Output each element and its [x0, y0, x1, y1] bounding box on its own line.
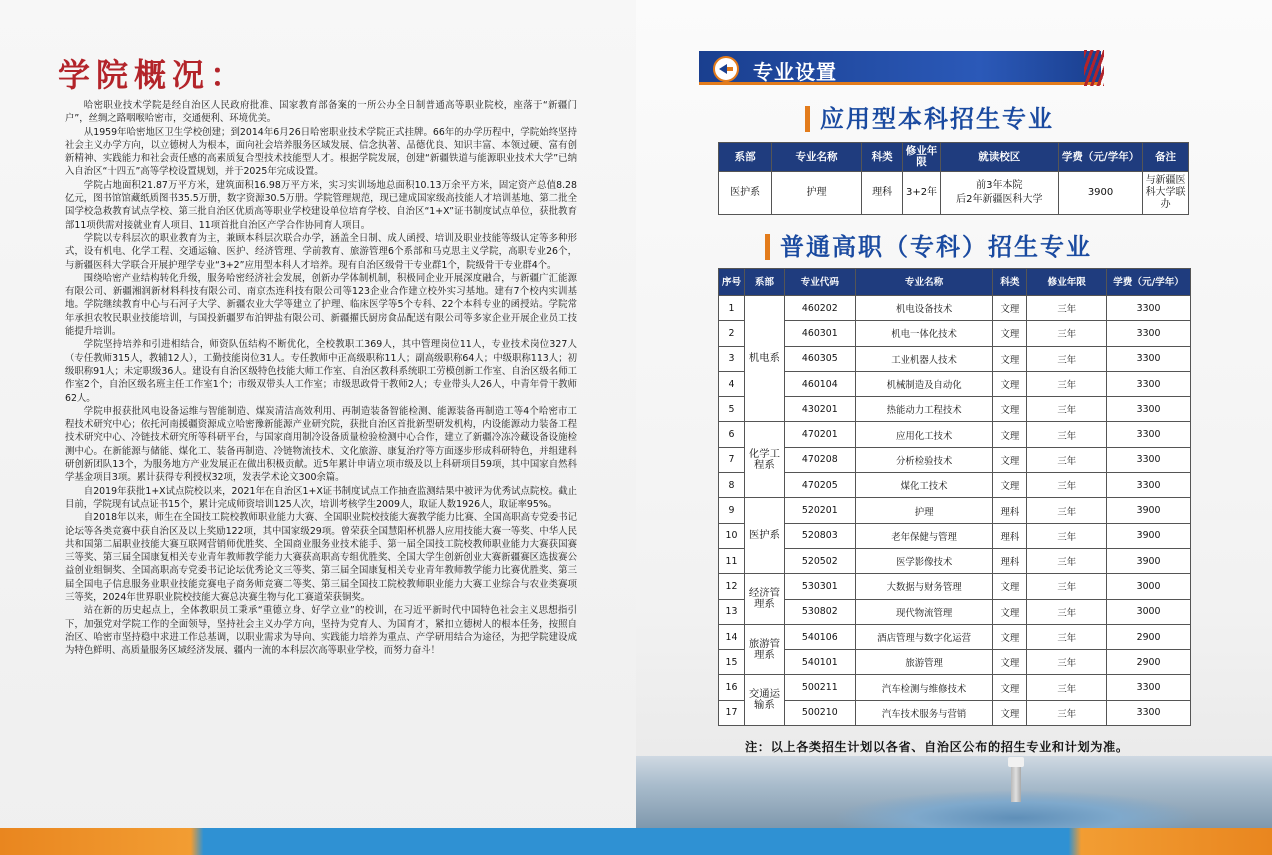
table-row [719, 172, 1189, 215]
cell-fee: 3300 [1107, 447, 1191, 472]
cell-fee: 3300 [1107, 371, 1191, 396]
intro-paragraph: 哈密职业技术学院是经自治区人民政府批准、国家教育部备案的一所公办全日制普通高等职业院校，座落于“新疆门户”，丝绸之路咽喉哈密市，交通便利、环境优美。 [65, 100, 577, 125]
cell-fee: 3900 [1107, 523, 1191, 548]
table-row [719, 675, 1191, 700]
cell-code: 520201 [784, 498, 855, 523]
cell-code: 430201 [784, 397, 855, 422]
cell-years: 三年 [1027, 321, 1107, 346]
cell-fee: 3300 [1107, 321, 1191, 346]
table-header-row [719, 269, 1191, 296]
cell-campus [940, 172, 1058, 215]
cell-no: 16 [719, 675, 745, 700]
cell-fee: 2900 [1107, 624, 1191, 649]
cell-major: 护理 [772, 172, 862, 215]
cell-category: 文理 [993, 371, 1027, 396]
cell-fee: 3300 [1107, 473, 1191, 498]
cell-years: 三年 [1027, 422, 1107, 447]
cell-years: 三年 [1027, 675, 1107, 700]
cell-code: 500211 [784, 675, 855, 700]
cell-major: 汽车技术服务与营销 [855, 700, 993, 725]
cell-major: 机电一体化技术 [855, 321, 993, 346]
cell-fee: 3300 [1107, 422, 1191, 447]
cell-major: 分析检验技术 [855, 447, 993, 472]
table-row [719, 346, 1191, 371]
solar-field-photo [636, 756, 1272, 828]
cell-category: 文理 [993, 422, 1027, 447]
cell-fee: 3300 [1107, 700, 1191, 725]
cell-dept: 化学工程系 [744, 422, 784, 498]
cell-fee: 3300 [1107, 675, 1191, 700]
cell-category: 文理 [993, 599, 1027, 624]
cell-major: 热能动力工程技术 [855, 397, 993, 422]
cell-years: 三年 [1027, 574, 1107, 599]
cell-years: 三年 [1027, 599, 1107, 624]
cell-category: 理科 [993, 498, 1027, 523]
cell-major: 老年保健与管理 [855, 523, 993, 548]
cell-major: 汽车检测与维修技术 [855, 675, 993, 700]
cell-dept: 医护系 [719, 172, 772, 215]
vocational-heading: 普通高职（专科）招生专业 [765, 234, 1092, 260]
cell-dept: 交通运输系 [744, 675, 784, 726]
intro-paragraph: 学院以专科层次的职业教育为主，兼顾本科层次联合办学，涵盖全日制、成人函授、培训及职业技能等级认定等多种形式，设有机电、化学工程、交通运输、医护、经济管理、学前教育、旅游管理6个系部和马克思主义学院，高职专业26个，与新疆医科大学联合开展护理学专业“3+2”应用型本科人才培养。现有自治区级骨干专业群1个，院级骨干专业群4个。 [65, 232, 577, 271]
table-row [719, 296, 1191, 321]
column-header: 序号 [719, 269, 745, 296]
cell-dept: 经济管理系 [744, 574, 784, 625]
cell-code: 540106 [784, 624, 855, 649]
table-row [719, 397, 1191, 422]
column-header: 修业年限 [1027, 269, 1107, 296]
intro-paragraph: 围绕哈密产业结构转化升级，服务哈密经济社会发展，创新办学体制机制，积极同企业开展深度融合，与新疆广汇能源有限公司、新疆湘润新材料科技有限公司、南京杰连科技有限公司等123企业合作建立校外实习基地。建有7个校内实训基地。学院继续教育中心与石河子大学、新疆农业大学等建立了护理、临床医学等5个专科、22个本科专业的函授站。学院常年承担农牧民职业技能培训，与国投新疆罗布泊钾盐有限公司、新疆擢氏厨房食品配送有限公司等多家企业开展企业员工技能提升培训。 [65, 272, 577, 338]
table-header-row [719, 143, 1189, 172]
cell-category: 理科 [993, 548, 1027, 573]
cell-major: 应用化工技术 [855, 422, 993, 447]
undergrad-table [718, 142, 1189, 215]
cell-years: 三年 [1027, 650, 1107, 675]
intro-paragraph: 站在新的历史起点上，全体教职员工秉承“重德立身、好学立业”的校训，在习近平新时代中国特色社会主义思想指引下，加强党对学院工作的全面领导，坚持社会主义办学方向，坚持为党育人、为国育才，紧扣立德树人的根本任务，按照自治区、哈密市坚持稳中求进工作总基调，以职业需求为导向、实践能力培养为重点、产学研用结合为途径，为把学院建设成为特色鲜明、高质量服务区域经济发展、疆内一流的本科层次高等职业学校，而努力奋斗！ [65, 605, 577, 657]
undergrad-heading: 应用型本科招生专业 [805, 106, 1054, 132]
cell-category: 文理 [993, 296, 1027, 321]
cell-dept: 机电系 [744, 296, 784, 422]
table-row [719, 599, 1191, 624]
column-header: 专业代码 [784, 269, 855, 296]
table-row [719, 371, 1191, 396]
cell-no: 12 [719, 574, 745, 599]
cell-code: 470208 [784, 447, 855, 472]
intro-paragraph: 学院占地面积21.87万平方米，建筑面积16.98万平方米，实习实训场地总面积10.13万余平方米，固定资产总值8.28亿元，图书馆馆藏纸质图书35.5万册，数字资源30.5万册。学院管理规范，现已建成国家级高技能人才培训基地、第二批全国学校急救教育试点学校、第三批自治区优质高等职业学校建设单位培育学校、自治区“1+X”证书制度试点单位，获批教育部11项供需对接就业育人项目、11项首批自治区产学合作协同育人项目。 [65, 179, 577, 231]
cell-fee: 3000 [1107, 599, 1191, 624]
vocational-table-body [719, 296, 1191, 726]
cell-note: 与新疆医科大学联办 [1143, 172, 1189, 215]
cell-category: 文理 [993, 473, 1027, 498]
cell-years: 三年 [1027, 447, 1107, 472]
vocational-table [718, 268, 1191, 726]
cell-no: 1 [719, 296, 745, 321]
table-row [719, 650, 1191, 675]
cell-years: 三年 [1027, 397, 1107, 422]
cell-code: 500210 [784, 700, 855, 725]
cell-code: 530802 [784, 599, 855, 624]
cell-code: 460301 [784, 321, 855, 346]
table-row [719, 523, 1191, 548]
column-header: 就读校区 [940, 143, 1058, 172]
intro-paragraph: 自2018年以来，师生在全国技工院校教师职业能力大赛、全国职业院校技能大赛教学能力比赛、全国高职高专党委书记论坛等各类竞赛中获自治区及以上奖励122项，其中国家级29项。曾荣获全国慧阳杯机器人应用技能大赛一等奖、中华人民共和国第二届职业技能大赛互联网营销师优胜奖、全国商业服务业技术能手、第一届全国技工院校教师职业能力大赛获国赛三等奖、第三届全国康复相关专业青年教师教学能力大赛获高职高专组优胜奖、全国大学生创新创业大赛新疆赛区选拔赛公益创业组铜奖、全国高职高专党委书记论坛优秀论文三等奖、第三届全国康复相关专业青年教师教学能力比赛优胜奖、第三届全国电子信息服务业职业技能竞赛电子商务师竞赛二等奖、第三届全国技工院校教师职业能力大赛工业综合与农业类赛项三等奖，2024年世界职业院校技能大赛总决赛生物与化工赛道荣获铜奖。 [65, 512, 577, 603]
table-row [719, 700, 1191, 725]
cell-fee: 3300 [1107, 346, 1191, 371]
section-logo-icon [713, 56, 739, 82]
cell-no: 6 [719, 422, 745, 447]
intro-text [65, 99, 577, 657]
cell-fee: 3300 [1107, 397, 1191, 422]
cell-no: 3 [719, 346, 745, 371]
cell-category: 理科 [861, 172, 903, 215]
column-header: 专业名称 [855, 269, 993, 296]
column-header: 科类 [993, 269, 1027, 296]
cell-major: 机电设备技术 [855, 296, 993, 321]
column-header: 备注 [1143, 143, 1189, 172]
column-header: 系部 [719, 143, 772, 172]
cell-years: 三年 [1027, 296, 1107, 321]
cell-category: 理科 [993, 523, 1027, 548]
campus-line: 后2年新疆医科大学 [956, 194, 1043, 205]
cell-no: 7 [719, 447, 745, 472]
cell-major: 机械制造及自动化 [855, 371, 993, 396]
cell-category: 文理 [993, 624, 1027, 649]
cell-category: 文理 [993, 650, 1027, 675]
cell-fee: 3900 [1058, 172, 1142, 215]
campus-line: 前3年本院 [976, 180, 1023, 191]
cell-fee: 3900 [1107, 498, 1191, 523]
cell-major: 护理 [855, 498, 993, 523]
intro-paragraph: 学院坚持培养和引进相结合，师资队伍结构不断优化，全校教职工369人，其中管理岗位11人，专业技术岗位327人（专任教师315人，教辅12人），工勤技能岗位31人。专任教师中正高级职称11人；副高级职称64人；中级职称113人；初级职称91人；未定职级36人。建设有自治区级特色技能大师工作室、自治区教科系统职工劳模创新工作室、自治区级名师工作室2个，自治区级名班主任工作室1个；市级双带头人工作室；市级思政骨干教师2人；专业带头人26人，中青年骨干教师62人。 [65, 339, 577, 404]
cell-no: 5 [719, 397, 745, 422]
column-header: 专业名称 [772, 143, 862, 172]
cell-no: 8 [719, 473, 745, 498]
cell-dept: 旅游管理系 [744, 624, 784, 675]
cell-major: 酒店管理与数字化运营 [855, 624, 993, 649]
cell-code: 460202 [784, 296, 855, 321]
cell-no: 15 [719, 650, 745, 675]
table-row [719, 624, 1191, 649]
cell-category: 文理 [993, 574, 1027, 599]
cell-fee: 3000 [1107, 574, 1191, 599]
cell-no: 13 [719, 599, 745, 624]
bottom-band [0, 828, 1272, 855]
cell-years: 三年 [1027, 498, 1107, 523]
table-row [719, 548, 1191, 573]
cell-major: 工业机器人技术 [855, 346, 993, 371]
footnote: 注：以上各类招生计划以各省、自治区公布的招生专业和计划为准。 [745, 740, 1129, 754]
column-header: 学费（元/学年） [1107, 269, 1191, 296]
column-header: 学费（元/学年） [1058, 143, 1142, 172]
cell-category: 文理 [993, 700, 1027, 725]
cell-code: 540101 [784, 650, 855, 675]
cell-no: 9 [719, 498, 745, 523]
cell-no: 2 [719, 321, 745, 346]
banner-stripes [1084, 50, 1104, 86]
page-title: 学院概况： [58, 56, 249, 94]
cell-major: 现代物流管理 [855, 599, 993, 624]
cell-years: 3+2年 [903, 172, 940, 215]
cell-fee: 2900 [1107, 650, 1191, 675]
cell-years: 三年 [1027, 548, 1107, 573]
intro-paragraph: 自2019年获批1+X试点院校以来，2021年在自治区1+X证书制度试点工作抽查监测结果中被评为优秀试点院校。截止目前，学院现有试点证书15个，累计完成师资培训125人次，培训考核学生2009人，取证人数1926人，取证率95%。 [65, 485, 577, 510]
cell-years: 三年 [1027, 700, 1107, 725]
cell-years: 三年 [1027, 473, 1107, 498]
cell-category: 文理 [993, 447, 1027, 472]
cell-no: 14 [719, 624, 745, 649]
section-title: 专业设置 [753, 60, 837, 84]
column-header: 修业年限 [903, 143, 940, 172]
cell-code: 470205 [784, 473, 855, 498]
cell-no: 17 [719, 700, 745, 725]
cell-major: 旅游管理 [855, 650, 993, 675]
cell-years: 三年 [1027, 371, 1107, 396]
intro-paragraph: 学院申报获批风电设备运维与智能制造、煤炭清洁高效利用、再制造装备智能检测、能源装备再制造工等4个哈密市工程技术研究中心；依托河南援疆资源成立哈密豫新能源产业研究院，获批自治区首批新型研发机构，内设能源动力装备工程技术研究中心、冷链技术研究所等科研平台，与国家商用制冷设备质量检验检测中心合作，建立了新疆冷冻冷藏设备设施检测中心。在新能源与储能、煤化工、装备再制造、冷链物流技术、文化旅游、康复治疗等方面逐步形成科研特色，并组建科研创新团队13个，为服务地方产业发展正在做出积极贡献。近5年累计申请立项市级及以上科研项目59项，其中国家自然科学基金项目3项。累计获得专利授权32项，发表学术论文300余篇。 [65, 405, 577, 484]
cell-dept: 医护系 [744, 498, 784, 574]
cell-major: 煤化工技术 [855, 473, 993, 498]
cell-code: 470201 [784, 422, 855, 447]
cell-major: 医学影像技术 [855, 548, 993, 573]
table-row [719, 447, 1191, 472]
table-row [719, 498, 1191, 523]
cell-code: 520803 [784, 523, 855, 548]
table-row [719, 321, 1191, 346]
table-row [719, 574, 1191, 599]
table-row [719, 422, 1191, 447]
cell-no: 11 [719, 548, 745, 573]
cell-years: 三年 [1027, 523, 1107, 548]
cell-code: 520502 [784, 548, 855, 573]
cell-years: 三年 [1027, 624, 1107, 649]
cell-category: 文理 [993, 397, 1027, 422]
cell-category: 文理 [993, 346, 1027, 371]
cell-category: 文理 [993, 675, 1027, 700]
cell-category: 文理 [993, 321, 1027, 346]
cell-no: 10 [719, 523, 745, 548]
cell-years: 三年 [1027, 346, 1107, 371]
cell-major: 大数据与财务管理 [855, 574, 993, 599]
cell-no: 4 [719, 371, 745, 396]
cell-fee: 3300 [1107, 296, 1191, 321]
cell-fee: 3900 [1107, 548, 1191, 573]
cell-code: 460305 [784, 346, 855, 371]
solar-tower-top [1008, 757, 1024, 767]
table-row [719, 473, 1191, 498]
column-header: 科类 [861, 143, 903, 172]
intro-paragraph: 从1959年哈密地区卫生学校创建；到2014年6月26日哈密职业技术学院正式挂牌。66年的办学历程中，学院始终坚持社会主义办学方向，以立德树人为根本，面向社会培养服务区域发展、信念执著、品德优良、知识丰富、本领过硬、富有创新精神、实践能力和社会责任感的高素质复合型技术技能型人才。根据学院发展，创建“新疆铁道与能源职业技术大学”已纳入自治区“十四五”高等学校设置规划，并于2025年完成设置。 [65, 126, 577, 178]
column-header: 系部 [744, 269, 784, 296]
cell-code: 530301 [784, 574, 855, 599]
cell-code: 460104 [784, 371, 855, 396]
